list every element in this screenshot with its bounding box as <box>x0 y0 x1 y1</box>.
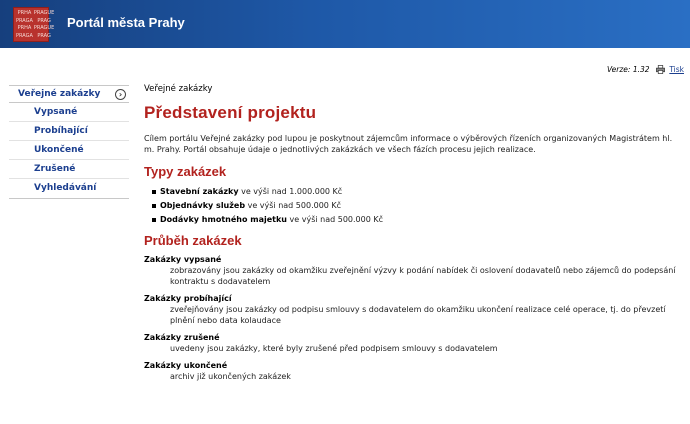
printer-icon[interactable] <box>656 65 665 74</box>
chevron-right-icon[interactable]: › <box>115 89 126 100</box>
version-label: Verze: <box>606 65 631 74</box>
intro-paragraph: Cílem portálu Veřejné zakázky pod lupou je poskytnout zájemcům informace o výběrových řízeních organizovaných Magistrátem hl. m. Prahy. Portál obsahuje údaje o jednotlivých zakázkách ve všech fázích procesu jejich realizace. <box>144 134 673 154</box>
list-item <box>160 213 684 227</box>
breadcrumb: Veřejné zakázky <box>144 84 213 94</box>
main-content <box>144 84 684 388</box>
type-threshold: ve výši nad 1.000.000 Kč <box>238 187 343 196</box>
logo-text: PRAGUE <box>33 25 55 31</box>
types-heading: Typy zakázek <box>144 164 227 179</box>
logo-text: PRAGA <box>16 17 33 24</box>
logo-text: PRHA <box>17 25 32 31</box>
stage-description: archiv již ukončených zakázek <box>170 372 291 381</box>
stage-description: zveřejňovány jsou zakázky od podpisu smlouvy s dodavatelem do okamžiku ukončení realizace celé operace, tj. do převzetí plnění nebo data kolaudace <box>170 305 666 325</box>
sidebar-item-label: Veřejné zakázky <box>18 89 101 99</box>
prague-logo[interactable] <box>13 7 55 42</box>
sidebar-item-vyhledavani[interactable]: Vyhledávání <box>34 183 97 193</box>
list-item <box>160 199 684 213</box>
stages-list <box>144 254 684 382</box>
logo-text: PRAGA <box>16 32 33 39</box>
stages-heading: Průběh zakázek <box>144 233 242 248</box>
list-item <box>160 185 684 199</box>
type-name: Objednávky služeb <box>160 201 246 210</box>
stage-term: Zakázky zrušené <box>144 333 220 342</box>
portal-title[interactable]: Portál města Prahy <box>67 15 185 30</box>
sidebar-item-probihajici[interactable]: Probíhající <box>9 122 129 141</box>
type-threshold: ve výši nad 500.000 Kč <box>287 215 384 224</box>
sidebar-item-verejne-zakazky[interactable] <box>9 85 129 103</box>
logo-text: PRAG <box>37 32 51 39</box>
stage-term: Zakázky vypsané <box>144 255 222 264</box>
print-link[interactable]: Tisk <box>669 65 684 74</box>
sidebar-item-ukoncene[interactable]: Ukončené <box>9 141 129 160</box>
types-list <box>160 185 684 227</box>
logo-text: PRAGUE <box>33 10 55 16</box>
site-header <box>0 0 690 48</box>
type-name: Stavební zakázky <box>160 187 239 196</box>
page-title: Představení projektu <box>144 103 317 122</box>
sidebar-nav <box>9 85 129 199</box>
stage-description: zobrazovány jsou zakázky od okamžiku zveřejnění výzvy k podání nabídek či oslovení dodavatelů nebo zájemců do podepsání kontraktu s dodavatelem <box>170 266 676 286</box>
version-bar <box>607 65 684 74</box>
version-value: 1.32 <box>632 65 650 74</box>
type-threshold: ve výši nad 500.000 Kč <box>245 201 342 210</box>
logo-text: PRHA <box>17 10 32 16</box>
type-name: Dodávky hmotného majetku <box>160 215 287 224</box>
sidebar-item-zrusene[interactable]: Zrušené <box>9 160 129 179</box>
logo-text: PRAG <box>37 17 51 24</box>
sidebar-item-vypsane[interactable]: Vypsané <box>9 103 129 122</box>
stage-term: Zakázky probíhající <box>144 294 232 303</box>
stage-description: uvedeny jsou zakázky, které byly zrušené před podpisem smlouvy s dodavatelem <box>170 344 498 353</box>
stage-term: Zakázky ukončené <box>144 361 228 370</box>
sidebar-submenu <box>9 103 129 199</box>
